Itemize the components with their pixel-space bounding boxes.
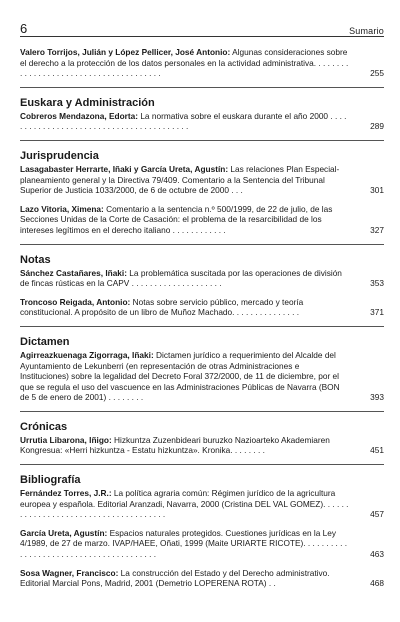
entry-page: 457 — [370, 509, 384, 520]
entry-title: Hizkuntza Zuzenbideari buruzko Nazioarteko Akademiaren Kongresua: «Herri hizkuntza - Estatu hizkuntza». Kronika. . . . . . . . — [20, 434, 330, 456]
entry-page: 468 — [370, 578, 384, 589]
entry-author: Lasagabaster Herrarte, Iñaki y García Ureta, Agustín: — [20, 163, 229, 174]
toc-entry — [20, 435, 384, 456]
entry-title: La construcción del Estado y del Derecho administrativo. Editorial Marcial Pons, Madrid, 2001 (Demetrio LOPERENA ROTA) . . — [20, 567, 330, 589]
entry-author: Sánchez Castañares, Iñaki: — [20, 267, 127, 278]
entry-author: Fernández Torres, J.R.: — [20, 488, 112, 499]
entry-page: 255 — [370, 68, 384, 79]
section-divider — [20, 411, 384, 412]
section-divider — [20, 140, 384, 141]
entry-page: 393 — [370, 392, 384, 403]
entry-page: 371 — [370, 307, 384, 318]
section-divider — [20, 464, 384, 465]
entry-author: García Ureta, Agustín: — [20, 527, 108, 538]
toc-entry — [20, 111, 384, 132]
page-number: 6 — [20, 21, 28, 36]
entry-title: Algunas consideraciones sobre el derecho a la protección de los datos personales en la actividad administrativa. . . . . . . . . . . . . . . . . . . . . . . . . . . . . . . . . . . . . . . — [20, 47, 349, 79]
entry-page: 301 — [370, 185, 384, 196]
entry-author: Sosa Wagner, Francisco: — [20, 567, 119, 578]
section-title: Jurisprudencia — [20, 149, 99, 162]
entry-title: Espacios naturales protegidos. Cuestiones jurídicas en la Ley 4/1989, de 27 de marzo. IVAP/HAEE, Oñati, 1999 (Maite URIARTE RICOTE). . . . . . . . . . . . . . . . . . . . . . . . . . . . . . . . . . . . . . . . — [20, 527, 348, 560]
toc-entry — [20, 488, 384, 520]
toc-entry — [20, 204, 384, 236]
toc-entry — [20, 268, 384, 289]
section-divider — [20, 244, 384, 245]
toc-entry — [20, 297, 384, 318]
entry-page: 451 — [370, 445, 384, 456]
entry-author: Lazo Vitoria, Ximena: — [20, 203, 104, 214]
entry-author: Troncoso Reigada, Antonio: — [20, 296, 131, 307]
entry-title: La problemática suscitada por las operaciones de división de fincas rústicas en la CAPV . . . . . . . . . . . . . . . . . . . . — [20, 267, 342, 289]
entry-title: La política agraria común: Régimen jurídico de la agricultura europea y española. Editorial Aranzadi, Navarra, 2000 (Cristina DEL VAL GOMEZ). . . . . . . . . . . . . . . . . . . . . . . . . . . . . . . . . . . . . . — [20, 488, 349, 520]
entry-title: Notas sobre servicio público, mercado y teoría constitucional. A propósito de un libro de Muñoz Machado. . . . . . . . . . . . . . . — [20, 296, 304, 318]
section-title: Notas — [20, 253, 51, 266]
entry-title: La normativa sobre el euskara durante el año 2000 . . . . . . . . . . . . . . . . . . . . . . . . . . . . . . . . . . . . . . . . . — [20, 110, 347, 132]
section-title: Euskara y Administración — [20, 96, 155, 109]
section-title: Dictamen — [20, 335, 70, 348]
entry-page: 289 — [370, 121, 384, 132]
entry-author: Urrutia Libarona, Iñigo: — [20, 434, 112, 445]
entry-author: Cobreros Mendazona, Edorta: — [20, 110, 139, 121]
entry-title: Comentario a la sentencia n.º 500/1999, de 22 de julio, de las Secciones Unidas de la Corte de Casación: el problema de la resarcibilidad de los intereses legítimos en el derecho italiano . . . . . . . . . . . . — [20, 203, 333, 235]
page — [20, 14, 384, 597]
toc-entry — [20, 164, 384, 196]
entry-title: Dictamen jurídico a requerimiento del Alcalde del Ayuntamiento de Lekunberri (en representación de otras Administraciones e Instituciones) sobre la legalidad del Decreto Foral 372/2000, de 11 de diciembre, por el que se regula el uso del vascuence en las Administraciones Públicas de Navarra (BON de 5 de enero de 2001) . . . . . . . . — [20, 349, 340, 403]
entry-author: Agirreazkuenaga Zigorraga, Iñaki: — [20, 349, 154, 360]
toc-entry — [20, 568, 384, 589]
toc-entry — [20, 528, 384, 560]
running-title: Sumario — [349, 26, 384, 36]
entry-page: 353 — [370, 278, 384, 289]
entry-author: Valero Torrijos, Julián y López Pellicer, José Antonio: — [20, 47, 231, 57]
section-divider — [20, 87, 384, 88]
entry-page: 463 — [370, 549, 384, 560]
section-divider — [20, 326, 384, 327]
section-title: Bibliografía — [20, 474, 81, 487]
entry-page: 327 — [370, 224, 384, 235]
toc-entry — [20, 350, 384, 403]
section-title: Crónicas — [20, 420, 68, 433]
page-header — [20, 14, 384, 37]
toc-entry — [20, 47, 384, 79]
entry-title: Las relaciones Plan Especial-planeamiento general y la Directiva 79/409. Comentario a la Sentencia del Tribunal Superior de Justicia 1033/2000, de 6 de octubre de 2000 . . . — [20, 163, 340, 196]
